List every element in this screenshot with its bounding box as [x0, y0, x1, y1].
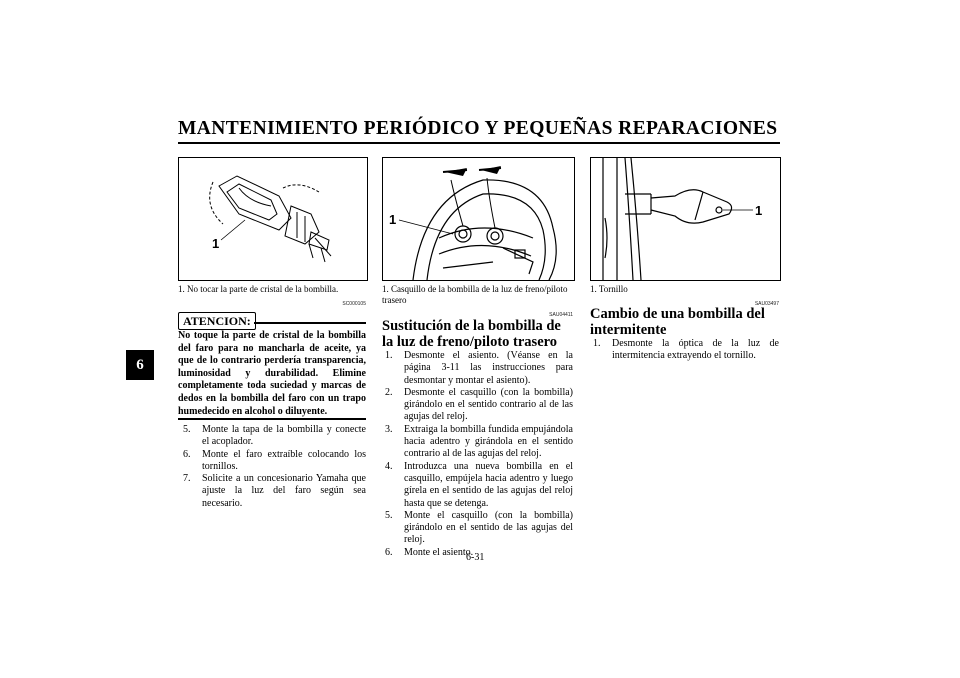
atencion-label: ATENCION: [178, 312, 256, 330]
section-title: Sustitución de la bombilla de la luz de freno/piloto trasero [382, 318, 561, 350]
list-item: 5. Monte el casquillo (con la bombilla) girándolo en el sentido de las agujas del reloj. [385, 509, 573, 546]
reference-code: SAU03497 [754, 301, 779, 307]
list-item: 6. Monte el asiento. [385, 546, 474, 558]
header-rule [178, 142, 780, 144]
figure-caption: 1. Casquillo de la bombilla de la luz de freno/piloto trasero [382, 284, 568, 305]
page-number: 6-31 [466, 552, 485, 563]
list-item: 3. Extraiga la bombilla fundida empujándola hacia adentro y girándola en el sentido contrario al de las agujas del reloj. [385, 423, 573, 460]
figure-callout-1: 1 [389, 212, 397, 227]
figure-callout-1: 1 [212, 236, 220, 251]
page-header-title: MANTENIMIENTO PERIÓDICO Y PEQUEÑAS REPARACIONES [178, 118, 778, 139]
tail-light-figure [382, 157, 575, 281]
figure-callout-1: 1 [755, 203, 763, 218]
turn-signal-figure [590, 157, 781, 281]
headlight-bulb-figure [178, 157, 368, 281]
headlight-bulb-illustration [179, 158, 367, 280]
tail-light-illustration [383, 158, 574, 280]
steps-list-col3 [593, 338, 779, 363]
steps-list-col1 [183, 424, 366, 510]
chapter-tab: 6 [126, 350, 154, 380]
list-item: 6. Monte el faro extraíble colocando los tornillos. [183, 448, 366, 472]
list-item: 1. Desmonte la óptica de la luz de intermitencia extrayendo el tornillo. [593, 338, 779, 362]
reference-code: SAU04411 [549, 312, 573, 318]
list-item: 1. Desmonte el asiento. (Véanse en la página 3-11 las instrucciones para desmontar y montar el asiento). [385, 350, 573, 386]
atencion-rule-bottom [178, 418, 366, 420]
figure-caption: 1. Tornillo [590, 284, 628, 294]
list-item: 5. Monte la tapa de la bombilla y conecte el acoplador. [183, 424, 366, 448]
list-item: 4. Introduzca una nueva bombilla en el casquillo, empújela hacia adentro y luego gírela en el sentido de las agujas del reloj hasta que se detenga. [385, 460, 573, 509]
section-title: Cambio de una bombilla del intermitente [590, 306, 765, 338]
atencion-text: No toque la parte de cristal de la bombilla del faro para no mancharla de aceite, ya que de lo contrario perdería transparencia, luminosidad y durabilidad. Elimine completamente toda suciedad y marcas de dedos en la bombilla del faro con un trapo humedecido en alcohol o diluyente. [178, 330, 366, 417]
steps-list-col2 [385, 350, 573, 559]
atencion-rule-top [254, 322, 366, 324]
turn-signal-illustration [591, 158, 780, 280]
figure-caption: 1. No tocar la parte de cristal de la bombilla. [178, 284, 339, 294]
reference-code: SC000105 [342, 301, 366, 307]
list-item: 7. Solicite a un concesionario Yamaha que ajuste la luz del faro según sea necesario. [183, 473, 366, 509]
list-item: 2. Desmonte el casquillo (con la bombilla) girándolo en el sentido contrario al de las agujas del reloj. [385, 386, 573, 423]
